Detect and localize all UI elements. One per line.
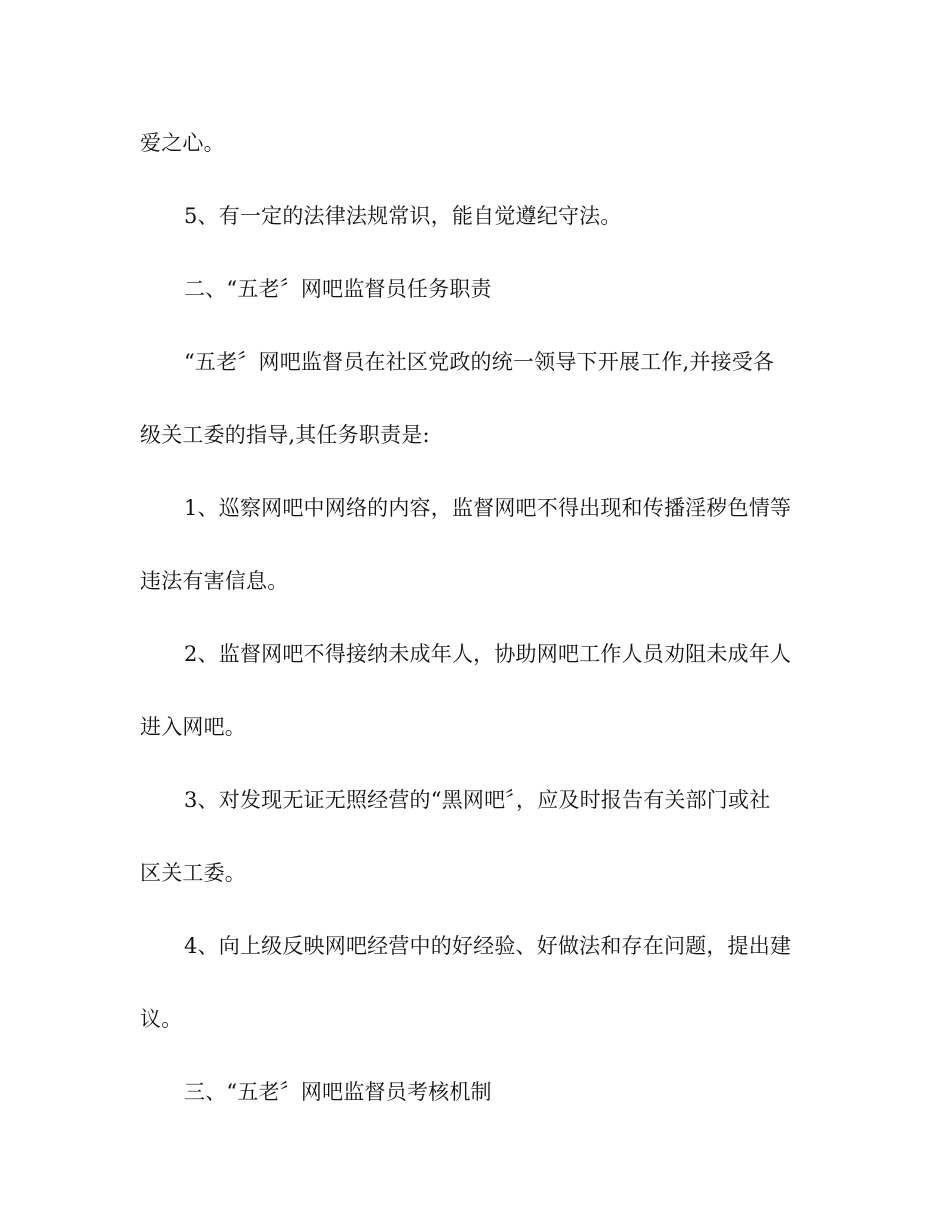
section-heading-3: 三、“五老〞网吧监督员考核机制 bbox=[184, 1080, 492, 1104]
list-item-4-continuation: 议。 bbox=[140, 1007, 183, 1031]
list-item-4-line: 4、向上级反映网吧经营中的好经验、好做法和存在问题，提出建 bbox=[184, 934, 792, 958]
paragraph-line: “五老〞网吧监督员在社区党政的统一领导下开展工作,并接受各 bbox=[184, 350, 775, 374]
list-item-1-continuation: 违法有害信息。 bbox=[140, 569, 289, 593]
list-item-2-line: 2、监督网吧不得接纳未成年人，协助网吧工作人员劝阻未成年人 bbox=[184, 642, 792, 666]
list-item-3-continuation: 区关工委。 bbox=[140, 861, 246, 885]
list-item-1-line: 1、巡察网吧中网络的内容，监督网吧不得出现和传播淫秽色情等 bbox=[184, 496, 792, 520]
paragraph-line: 级关工委的指导,其任务职责是: bbox=[140, 423, 430, 447]
list-item-5-line: 5、有一定的法律法规常识，能自觉遵纪守法。 bbox=[184, 204, 622, 228]
paragraph-line: 爱之心。 bbox=[140, 131, 225, 155]
section-heading-2: 二、“五老〞网吧监督员任务职责 bbox=[184, 277, 492, 301]
list-item-2-continuation: 进入网吧。 bbox=[140, 715, 246, 739]
list-item-3-line: 3、对发现无证无照经营的“黑网吧〞，应及时报告有关部门或社 bbox=[184, 788, 771, 812]
